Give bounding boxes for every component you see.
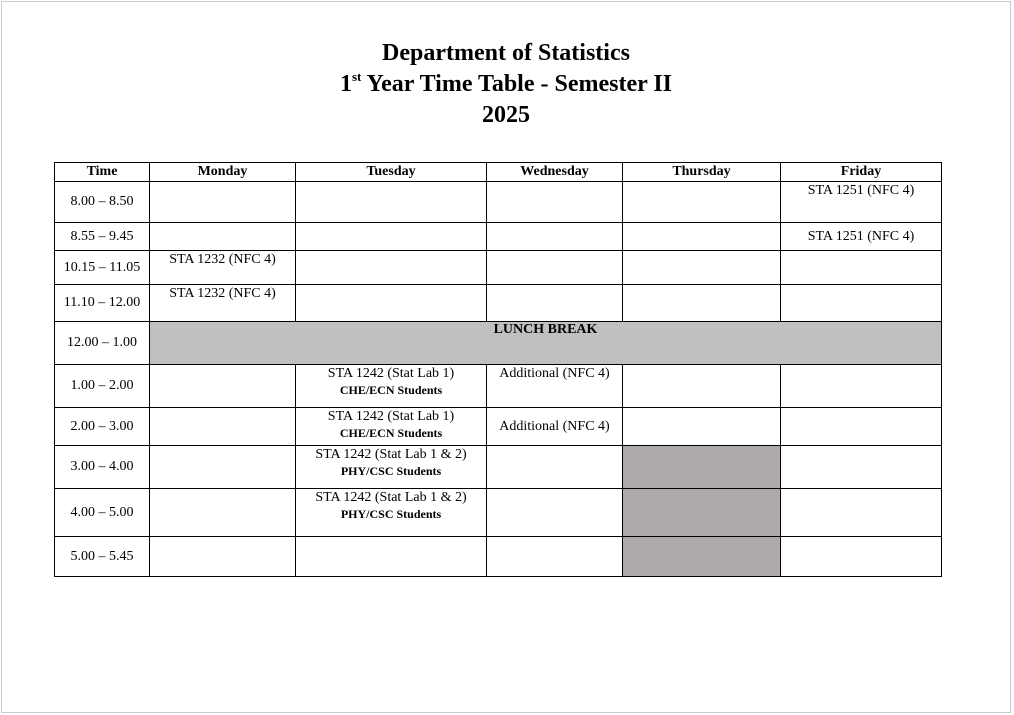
empty-cell bbox=[150, 446, 296, 489]
empty-cell bbox=[623, 285, 781, 322]
department-title: Department of Statistics bbox=[382, 40, 630, 66]
empty-cell bbox=[150, 489, 296, 537]
empty-cell bbox=[487, 489, 623, 537]
student-group-label: PHY/CSC Students bbox=[340, 507, 442, 521]
lunch-break-cell: LUNCH BREAK bbox=[150, 322, 942, 365]
friday-class-cell bbox=[781, 223, 942, 251]
wednesday-class-cell bbox=[487, 365, 623, 408]
monday-class-cell bbox=[150, 285, 296, 322]
empty-cell bbox=[623, 223, 781, 251]
empty-cell bbox=[623, 365, 781, 408]
header-row bbox=[55, 163, 942, 182]
empty-cell bbox=[487, 251, 623, 285]
empty-cell bbox=[781, 365, 942, 408]
course-label: STA 1242 (Stat Lab 1 & 2) bbox=[315, 490, 467, 505]
time-slot: 4.00 – 5.00 bbox=[55, 489, 150, 537]
course-label: STA 1232 (NFC 4) bbox=[169, 286, 276, 301]
empty-cell bbox=[623, 251, 781, 285]
empty-cell bbox=[296, 223, 487, 251]
time-slot: 10.15 – 11.05 bbox=[55, 251, 150, 285]
time-slot: 8.00 – 8.50 bbox=[55, 182, 150, 223]
time-slot: 1.00 – 2.00 bbox=[55, 365, 150, 408]
empty-cell bbox=[781, 446, 942, 489]
tuesday-class-cell bbox=[296, 408, 487, 446]
column-header-wednesday: Wednesday bbox=[487, 163, 623, 182]
unavailable-slot bbox=[623, 537, 781, 577]
table-row bbox=[55, 365, 942, 408]
course-label: STA 1242 (Stat Lab 1) bbox=[327, 366, 455, 381]
empty-cell bbox=[150, 182, 296, 223]
table-row bbox=[55, 446, 942, 489]
time-slot: 8.55 – 9.45 bbox=[55, 223, 150, 251]
course-label: STA 1242 (Stat Lab 1 & 2) bbox=[315, 447, 467, 462]
tuesday-class-cell bbox=[296, 446, 487, 489]
empty-cell bbox=[487, 537, 623, 577]
time-slot: 5.00 – 5.45 bbox=[55, 537, 150, 577]
timetable-title bbox=[0, 69, 1012, 100]
table-row bbox=[55, 285, 942, 322]
monday-class-cell bbox=[150, 251, 296, 285]
course-label: STA 1242 (Stat Lab 1) bbox=[327, 409, 455, 424]
empty-cell bbox=[781, 537, 942, 577]
student-group-label: CHE/ECN Students bbox=[339, 383, 443, 397]
column-header-time: Time bbox=[55, 163, 150, 182]
timetable-title-rest: Year Time Table - Semester II bbox=[361, 71, 673, 97]
empty-cell bbox=[487, 182, 623, 223]
column-header-thursday: Thursday bbox=[623, 163, 781, 182]
course-label: STA 1251 (NFC 4) bbox=[807, 229, 915, 244]
table-row bbox=[55, 251, 942, 285]
column-header-tuesday: Tuesday bbox=[296, 163, 487, 182]
empty-cell bbox=[781, 489, 942, 537]
empty-cell bbox=[623, 408, 781, 446]
student-group-label: PHY/CSC Students bbox=[340, 464, 442, 478]
year-ordinal: 1 bbox=[339, 71, 352, 97]
table-row bbox=[55, 489, 942, 537]
unavailable-slot bbox=[623, 489, 781, 537]
time-slot: 12.00 – 1.00 bbox=[55, 322, 150, 365]
friday-class-cell bbox=[781, 182, 942, 223]
timetable-year: 2025 bbox=[482, 102, 530, 128]
empty-cell bbox=[296, 251, 487, 285]
empty-cell bbox=[150, 365, 296, 408]
table-row bbox=[55, 223, 942, 251]
student-group-label: CHE/ECN Students bbox=[339, 426, 443, 440]
empty-cell bbox=[487, 446, 623, 489]
time-slot: 11.10 – 12.00 bbox=[55, 285, 150, 322]
empty-cell bbox=[781, 285, 942, 322]
empty-cell bbox=[623, 182, 781, 223]
course-label: Additional (NFC 4) bbox=[499, 366, 610, 381]
empty-cell bbox=[296, 285, 487, 322]
tuesday-class-cell bbox=[296, 365, 487, 408]
time-slot: 3.00 – 4.00 bbox=[55, 446, 150, 489]
tuesday-class-cell bbox=[296, 489, 487, 537]
empty-cell bbox=[781, 408, 942, 446]
empty-cell bbox=[487, 223, 623, 251]
course-label: STA 1251 (NFC 4) bbox=[807, 183, 915, 198]
timetable bbox=[54, 162, 942, 577]
empty-cell bbox=[781, 251, 942, 285]
year-ordinal-suffix: st bbox=[351, 69, 362, 84]
column-header-monday: Monday bbox=[150, 163, 296, 182]
empty-cell bbox=[487, 285, 623, 322]
empty-cell bbox=[150, 223, 296, 251]
table-row bbox=[55, 408, 942, 446]
empty-cell bbox=[296, 537, 487, 577]
wednesday-class-cell bbox=[487, 408, 623, 446]
table-row bbox=[55, 537, 942, 577]
timetable-header bbox=[0, 38, 1012, 131]
column-header-friday: Friday bbox=[781, 163, 942, 182]
course-label: STA 1232 (NFC 4) bbox=[169, 252, 276, 267]
unavailable-slot bbox=[623, 446, 781, 489]
table-row bbox=[55, 182, 942, 223]
empty-cell bbox=[296, 182, 487, 223]
table-row bbox=[55, 322, 942, 365]
empty-cell bbox=[150, 408, 296, 446]
course-label: Additional (NFC 4) bbox=[499, 419, 610, 434]
empty-cell bbox=[150, 537, 296, 577]
time-slot: 2.00 – 3.00 bbox=[55, 408, 150, 446]
